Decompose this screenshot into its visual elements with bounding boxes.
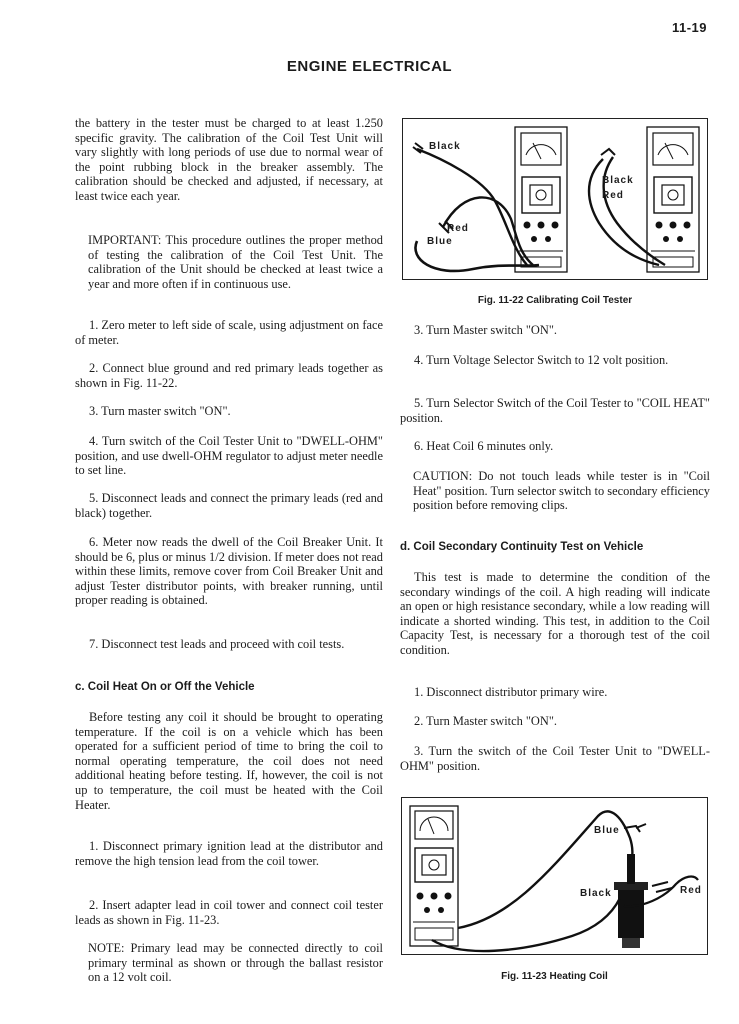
step-4: 4. Turn switch of the Coil Tester Unit to "DWELL-OHM" position, and use dwell-OHM regulator to adjust meter needle to set line. [75, 434, 383, 478]
label-blue: Blue [594, 825, 620, 836]
step-1: 1. Zero meter to left side of scale, using adjustment on face of meter. [75, 318, 383, 347]
label-red-right: Red [602, 190, 624, 201]
secondary-step-2: 2. Turn Master switch "ON". [414, 714, 557, 728]
label-blue-left: Blue [427, 236, 453, 247]
intro-paragraph: the battery in the tester must be charged to at least 1.250 specific gravity. The calibration of the Coil Test Unit will vary slightly with long periods of use due to normal wear of the point rubbing block in the breaker assembly. The calibration should be checked and adjusted, if necessary, at least twice each year. [75, 116, 383, 203]
important-note: IMPORTANT: This procedure outlines the proper method of testing the calibration of the Coil Test Unit. The calibration of the Unit should be checked at least twice a year and more often if in continuous use. [88, 233, 383, 291]
step-7: 7. Disconnect test leads and proceed with coil tests. [89, 637, 345, 651]
secondary-step-1: 1. Disconnect distributor primary wire. [414, 685, 608, 699]
heading-coil-heat: c. Coil Heat On or Off the Vehicle [75, 681, 255, 693]
caution-note: CAUTION: Do not touch leads while tester is in "Coil Heat" position. Turn selector switch to secondary efficiency position before removing clips. [413, 469, 710, 513]
step-2: 2. Connect blue ground and red primary leads together as shown in Fig. 11-22. [75, 361, 383, 390]
secondary-step-3: 3. Turn the switch of the Coil Tester Unit to "DWELL-OHM" position. [400, 744, 710, 773]
primary-lead-note: NOTE: Primary lead may be connected directly to coil primary terminal as shown or through the ballast resistor on a 12 volt coil. [88, 941, 383, 985]
coil-step-1: 1. Disconnect primary ignition lead at the distributor and remove the high tension lead from the coil tower. [75, 839, 383, 868]
right-step-6: 6. Heat Coil 6 minutes only. [414, 439, 554, 453]
label-black-right: Black [602, 175, 634, 186]
figure-11-22-caption: Fig. 11-22 Calibrating Coil Tester [477, 295, 633, 306]
right-step-3: 3. Turn Master switch "ON". [414, 323, 557, 337]
figure-11-23-caption: Fig. 11-23 Heating Coil [501, 971, 608, 982]
step-5: 5. Disconnect leads and connect the primary leads (red and black) together. [75, 491, 383, 520]
page-number: 11-19 [671, 20, 707, 35]
label-red: Red [680, 885, 702, 896]
secondary-continuity-paragraph: This test is made to determine the condition of the secondary windings of the coil. A high reading will indicate an open or high resistance secondary, while a low reading will indicate a shorted winding. This test, in addition to the Coil Capacity Test, is necessary for a thorough test of the coil condition. [400, 570, 710, 657]
step-6: 6. Meter now reads the dwell of the Coil Breaker Unit. It should be 6, plus or minus 1/2 division. If meter does not read within these limits, remove cover from Coil Breaker Unit and adjust Tester distributor points, with breaker running, until proper reading is obtained. [75, 535, 383, 608]
label-black: Black [580, 888, 612, 899]
right-step-5: 5. Turn Selector Switch of the Coil Tester to "COIL HEAT" position. [400, 396, 710, 425]
right-step-4: 4. Turn Voltage Selector Switch to 12 volt position. [414, 353, 669, 367]
coil-heat-paragraph: Before testing any coil it should be brought to operating temperature. If the coil is on a vehicle which has been operated for a sufficient period of time to bring the coil to normal operating temperature, the coil does not need additional heating before testing. If, however, the coil is not up to temperature, the coil must be heated with the Coil Heater. [75, 710, 383, 812]
label-red-left: Red [447, 223, 469, 234]
figure-11-23 [401, 797, 708, 955]
heading-secondary-continuity: d. Coil Secondary Continuity Test on Vehicle [400, 541, 644, 553]
label-black-left: Black [429, 141, 461, 152]
right-tester-unit [647, 127, 699, 272]
step-3: 3. Turn master switch "ON". [89, 404, 231, 418]
figure-11-22 [402, 118, 708, 280]
heating-coil-illustration [402, 798, 707, 954]
coil-step-2: 2. Insert adapter lead in coil tower and connect coil tester leads as shown in Fig. 11-23. [75, 898, 383, 927]
coil-tester-unit [410, 806, 458, 946]
page-title: ENGINE ELECTRICAL [286, 58, 453, 75]
